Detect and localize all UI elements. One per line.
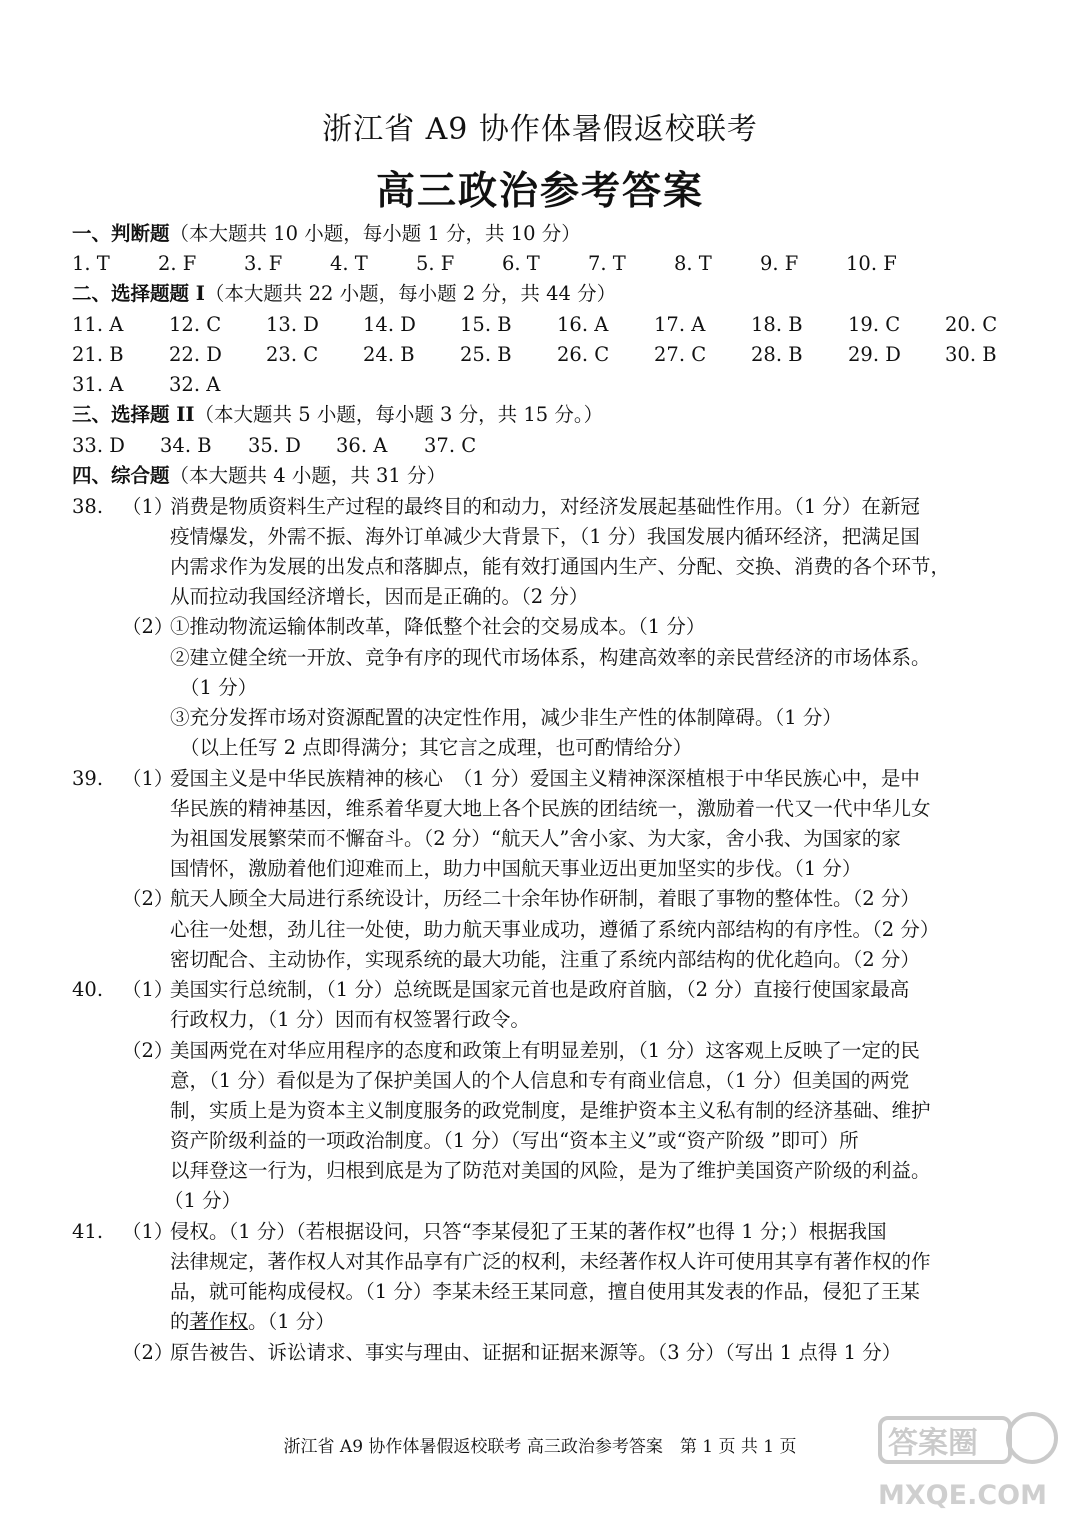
answer-line: ③充分发挥市场对资源配置的决定性作用，减少非生产性的体制障碍。（1 分） (170, 706, 842, 729)
answer-item: 12. C (169, 313, 222, 336)
answer-line: 疫情爆发，外需不振、海外订单减少大背景下，（1 分）我国发展内循环经济，把满足国 (170, 525, 920, 548)
section-2-note: （本大题共 22 小题，每小题 2 分，共 44 分） (204, 282, 617, 305)
section-4-heading (72, 461, 446, 491)
answer-line: 内需求作为发展的出发点和落脚点，能有效打通国内生产、分配、交换、消费的各个环节， (170, 555, 951, 578)
answer-item: 8. T (674, 252, 712, 275)
answer-item: 16. A (557, 313, 609, 336)
page-footer: 浙江省 A9 协作体暑假返校联考 高三政治参考答案 第 1 页 共 1 页 (283, 1437, 797, 1457)
section-3-heading (72, 400, 603, 430)
answer-item: 28. B (751, 343, 803, 366)
section-2-label: 二、选择题题 I (72, 282, 205, 305)
answer-line: 以拜登这一行为，归根到底是为了防范对美国的风险，是为了维护美国资产阶级的利益。 (170, 1159, 931, 1182)
answer-item: 24. B (363, 343, 415, 366)
answer-line: 国情怀，激励着他们迎难而上，助力中国航天事业迈出更加坚实的步伐。（1 分） (170, 857, 862, 880)
answer-item: 33. D (72, 434, 125, 457)
answer-item: 20. C (945, 313, 998, 336)
section-2-answers-row-1 (72, 310, 1005, 340)
answer-item: 5. F (416, 252, 455, 275)
answer-line: 品，就可能构成侵权。（1 分）李某未经王某同意，擅自使用其发表的作品，侵犯了王某 (170, 1280, 920, 1303)
answer-line: 侵权。（1 分）（若根据设问，只答“李某侵犯了王某的著作权”也得 1 分；）根据我国 (170, 1220, 887, 1243)
section-4-note: （本大题共 4 小题，共 31 分） (169, 464, 447, 487)
answer-line: 爱国主义是中华民族精神的核心 （1 分）爱国主义精神深深植根于中华民族心中，是中 (170, 767, 920, 790)
section-2-answers-row-2 (72, 340, 1005, 370)
answer-line: 华民族的精神基因，维系着华夏大地上各个民族的团结统一，激励着一代又一代中华儿女 (170, 797, 931, 820)
underlined-term: 著作权 (189, 1310, 249, 1333)
section-1-heading (72, 219, 581, 249)
exam-title: 浙江省 A9 协作体暑假返校联考 (322, 112, 758, 147)
answer-item: 14. D (363, 313, 416, 336)
answer-item: 34. B (160, 434, 212, 457)
answer-item: 23. C (266, 343, 319, 366)
answer-item: 13. D (266, 313, 319, 336)
answer-line: ①推动物流运输体制改革，降低整个社会的交易成本。（1 分） (170, 615, 706, 638)
question-40-part-1-label: （1） (122, 978, 174, 1001)
answer-item: 7. T (588, 252, 626, 275)
answer-line: 制，实质上是为资本主义制度服务的政党制度，是维护资本主义私有制的经济基础、维护 (170, 1099, 931, 1122)
watermark-top-text: 答案圈 (888, 1426, 978, 1461)
question-41-number: 41. (72, 1220, 104, 1243)
text-fragment: 的 (170, 1310, 190, 1333)
answer-line: 美国实行总统制，（1 分）总统既是国家元首也是政府首脑，（2 分）直接行使国家最高 (170, 978, 910, 1001)
answer-line: 意，（1 分）看似是为了保护美国人的个人信息和专有商业信息，（1 分）但美国的两党 (170, 1069, 910, 1092)
answer-item: 30. B (945, 343, 997, 366)
answer-item: 37. C (424, 434, 477, 457)
question-40-number: 40. (72, 978, 104, 1001)
text-fragment: 。（1 分） (248, 1310, 335, 1333)
section-2-answers-row-3 (72, 370, 266, 400)
answer-item: 10. F (846, 252, 897, 275)
answer-item: 21. B (72, 343, 124, 366)
answer-item: 6. T (502, 252, 540, 275)
answer-line: 法律规定，著作权人对其作品享有广泛的权利，未经著作权人许可使用其享有著作权的作 (170, 1250, 931, 1273)
answer-item: 1. T (72, 252, 110, 275)
answer-item: 3. F (244, 252, 283, 275)
answer-line: 资产阶级利益的一项政治制度。（1 分）（写出“资本主义”或“资产阶级 ”即可）所 (170, 1129, 859, 1152)
scoring-note: （以上任写 2 点即得满分；其它言之成理，也可酌情给分） (180, 736, 693, 759)
question-39-number: 39. (72, 767, 104, 790)
answer-line: （1 分） (164, 1189, 242, 1212)
answer-item: 18. B (751, 313, 803, 336)
section-2-heading (72, 279, 616, 309)
question-39-part-1-label: （1） (122, 767, 174, 790)
watermark-logo (872, 1406, 1062, 1516)
question-39-part-2-label: （2） (122, 887, 174, 910)
answer-line: 为祖国发展繁荣而不懈奋斗。（2 分）“航天人”舍小家、为大家，舍小我、为国家的家 (170, 827, 901, 850)
answer-item: 9. F (760, 252, 799, 275)
answer-line: 从而拉动我国经济增长，因而是正确的。（2 分） (170, 585, 589, 608)
answer-item: 26. C (557, 343, 610, 366)
question-38-part-2-label: （2） (122, 615, 174, 638)
section-3-label: 三、选择题 II (72, 403, 195, 426)
answer-item: 29. D (848, 343, 901, 366)
answer-line: 原告被告、诉讼请求、事实与理由、证据和证据来源等。（3 分）（写出 1 点得 1 分） (170, 1341, 902, 1364)
answer-line: ②建立健全统一开放、竞争有序的现代市场体系，构建高效率的亲民营经济的市场体系。 (170, 646, 931, 669)
answer-item: 4. T (330, 252, 368, 275)
answer-item: 2. F (158, 252, 197, 275)
answer-line: 密切配合、主动协作，实现系统的最大功能，注重了系统内部结构的优化趋向。（2 分） (170, 948, 920, 971)
watermark-bottom-text: MXQE.COM (878, 1480, 1047, 1511)
answer-item: 22. D (169, 343, 222, 366)
question-41-part-1-label: （1） (122, 1220, 174, 1243)
section-1-note: （本大题共 10 小题，每小题 1 分，共 10 分） (169, 222, 581, 245)
answer-line: 行政权力，（1 分）因而有权签署行政令。 (170, 1008, 530, 1031)
answer-line: 美国两党在对华应用程序的态度和政策上有明显差别，（1 分）这客观上反映了一定的民 (170, 1039, 920, 1062)
answer-item: 36. A (336, 434, 388, 457)
section-3-note: （本大题共 5 小题，每小题 3 分，共 15 分。） (194, 403, 604, 426)
answer-item: 25. B (460, 343, 512, 366)
answer-line (170, 1307, 335, 1337)
answer-item: 31. A (72, 373, 124, 396)
question-41-part-2-label: （2） (122, 1341, 174, 1364)
answer-item: 19. C (848, 313, 901, 336)
answer-line: 心往一处想，劲儿往一处使，助力航天事业成功，遵循了系统内部结构的有序性。（2 分） (170, 918, 940, 941)
answer-key-title: 高三政治参考答案 (375, 168, 704, 214)
question-38-number: 38. (72, 495, 104, 518)
section-1-answers (72, 249, 932, 279)
question-40-part-2-label: （2） (122, 1039, 174, 1062)
section-4-label: 四、综合题 (72, 464, 170, 487)
answer-line: 消费是物质资料生产过程的最终目的和动力，对经济发展起基础性作用。（1 分）在新冠 (170, 495, 920, 518)
answer-line: 航天人顾全大局进行系统设计，历经二十余年协作研制，着眼了事物的整体性。（2 分） (170, 887, 920, 910)
section-1-label: 一、判断题 (72, 222, 170, 245)
answer-item: 15. B (460, 313, 512, 336)
answer-item: 17. A (654, 313, 706, 336)
answer-item: 11. A (72, 313, 124, 336)
answer-item: 35. D (248, 434, 301, 457)
answer-item: 32. A (169, 373, 221, 396)
section-3-answers (72, 431, 512, 461)
answer-line: （1 分） (180, 676, 258, 699)
answer-item: 27. C (654, 343, 707, 366)
question-38-part-1-label: （1） (122, 495, 174, 518)
